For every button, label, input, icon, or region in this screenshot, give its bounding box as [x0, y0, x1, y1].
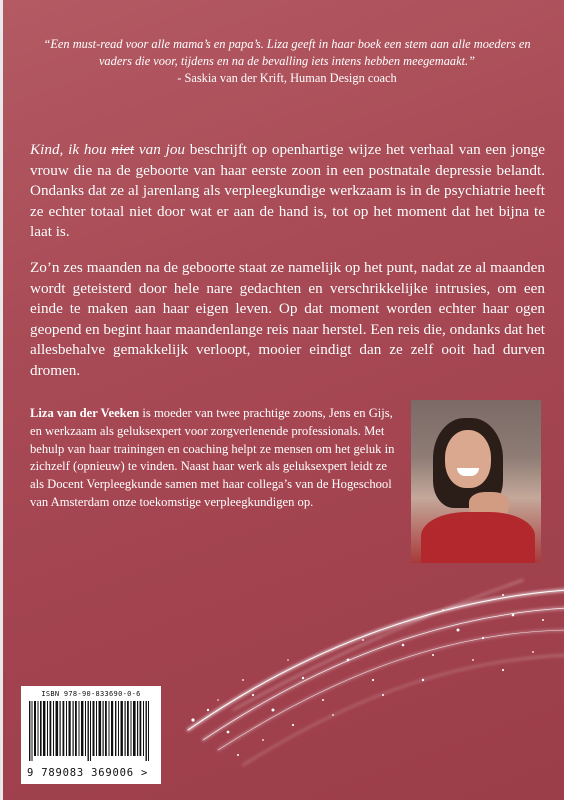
review-quote [29, 36, 545, 87]
blurb-paragraph-2: Zo’n zes maanden na de geboorte staat ze namelijk op het punt, nadat ze al maanden wordt geteisterd door hele nare gedachten en verschrikkelijke intrusies, om een einde te maken aan haar eigen leven. Op dat moment worden echter haar ogen geopend en begint haar maandenlange reis naar herstel. Een reis die, ondanks dat het allesbehalve gemakkelijk verloopt, mooier eindigt dan ze zelf ooit had durven dromen. [30, 259, 545, 379]
author-bio [30, 405, 398, 512]
book-title-strike: niet [111, 141, 135, 158]
quote-author: - Saskia van der Krift, Human Design coach [177, 71, 397, 85]
author-name: Liza van der Veeken [30, 406, 140, 420]
book-title-part-1: Kind, ik hou [30, 141, 112, 158]
barcode [21, 686, 161, 784]
barcode-digits: 9 789083 369006 > [27, 767, 149, 779]
isbn-text: ISBN 978-90-833690-0-6 [41, 690, 141, 698]
barcode-bars [27, 701, 155, 761]
book-title-part-2: van jou [134, 141, 186, 158]
blurb-paragraph-1 [30, 140, 545, 243]
author-bio-text: is moeder van twee prachtige zoons, Jens en Gijs, en werkzaam als geluksexpert voor zorgverlenende professionals. Met behulp van haar trainingen en coaching helpt ze mensen om het geluk in zichzelf (opnieuw) te vinden. Naast haar werk als geluksexpert leidt ze als Docent Verpleegkunde samen met haar collega’s van de Hogeschool van Amsterdam onze toekomstige verpleegkundigen op. [30, 406, 395, 509]
quote-text: “Een must-read voor alle mama’s en papa’s. Liza geeft in haar boek een stem aan alle moeders en vaders die voor, tijdens en na de bevalling iets intens hebben meegemaakt.” [43, 37, 531, 68]
blurb-paragraph-1-text: beschrijft op openhartige wijze het verhaal van een jonge vrouw die na de geboorte van haar eerste zoon in een postnatale depressie belandt. Ondanks dat ze al jarenlang als verpleegkundige werkzaam is in de psychiatrie heeft ze echter totaal niet door wat er aan de hand is, tot op het moment dat het bijna te laat is. [30, 141, 546, 240]
author-photo [411, 400, 541, 563]
